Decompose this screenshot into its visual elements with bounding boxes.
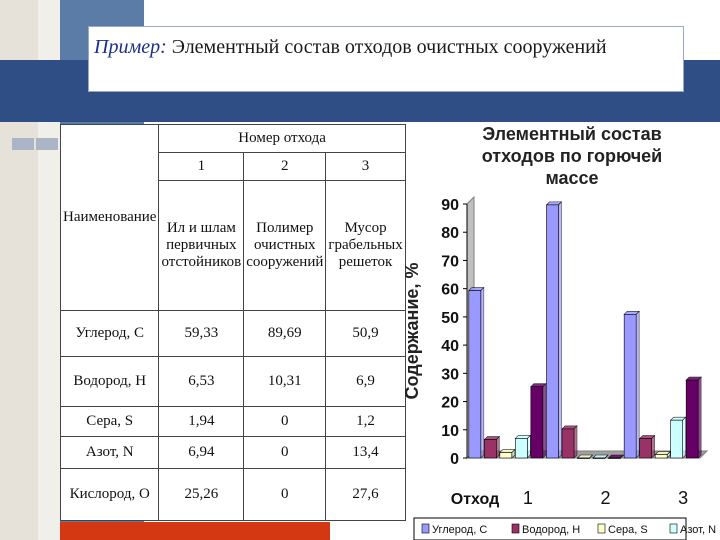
cell-nitrogen-3: 13,4 — [326, 437, 405, 469]
group-header-cell — [159, 125, 405, 153]
bar-side — [652, 436, 655, 458]
cell-sulfur-3: 1,2 — [326, 407, 405, 437]
chart-title-line: отходов по горючей — [481, 146, 663, 166]
bar-3-cat-1 — [500, 453, 512, 458]
cell-hydrogen-2: 10,31 — [244, 357, 326, 407]
y-tick-label: 30 — [441, 366, 459, 384]
bar-1-cat-3 — [624, 314, 636, 458]
y-tick-label: 80 — [441, 225, 459, 243]
bar-5-cat-2 — [609, 458, 621, 459]
legend-label: Водород, Н — [522, 524, 581, 536]
bar-side — [683, 417, 686, 458]
y-axis-label: Содержание, % — [402, 262, 422, 400]
slide-title — [94, 34, 674, 60]
bar-side — [527, 435, 530, 458]
row-label-nitrogen: Азот, N — [61, 437, 159, 469]
cell-oxygen-2: 0 — [244, 469, 326, 521]
row-label-carbon: Углерод, С — [61, 311, 159, 357]
bar-1-cat-2 — [547, 205, 559, 458]
cell-carbon-1: 59,33 — [159, 311, 244, 357]
x-tick-label: 2 — [600, 488, 611, 508]
bar-side — [543, 384, 546, 458]
x-tick-label: 1 — [522, 488, 533, 508]
y-tick-label: 40 — [441, 338, 459, 356]
legend-swatch — [422, 524, 429, 533]
row-header-text: Наименование — [63, 209, 157, 225]
title-label: Пример: — [94, 36, 167, 58]
decor-square — [12, 138, 34, 150]
chart-title-line: Элементный состав — [482, 124, 662, 144]
x-axis-label: Отход — [450, 491, 500, 508]
legend-label: Углерод, С — [432, 524, 488, 536]
bar-3-cat-3 — [655, 455, 667, 458]
row-header-cell — [61, 125, 159, 311]
legend-swatch — [670, 524, 677, 533]
decor-square — [36, 138, 58, 150]
bar-1-cat-1 — [469, 291, 481, 458]
cell-sulfur-2: 0 — [244, 407, 326, 437]
y-tick-label: 20 — [441, 394, 459, 412]
page-number: 26 — [640, 498, 654, 512]
cell-carbon-2: 89,69 — [244, 311, 326, 357]
y-tick-label: 60 — [441, 281, 459, 299]
legend-label: Сера, S — [608, 524, 648, 536]
bar-side — [559, 202, 562, 458]
waste-name-1: Ил и шлам первичных отстойников — [159, 181, 244, 311]
cell-nitrogen-2: 0 — [244, 437, 326, 469]
bar-3-cat-2 — [578, 458, 590, 459]
waste-number-2: 2 — [244, 153, 326, 181]
bar-4-cat-1 — [515, 438, 527, 458]
decor-bottom-bar — [60, 522, 330, 540]
composition-chart — [400, 116, 717, 540]
legend-swatch — [512, 524, 519, 533]
bar-5-cat-3 — [686, 380, 698, 458]
bar-2-cat-1 — [484, 440, 496, 458]
x-tick-label: 3 — [678, 488, 689, 508]
bar-side — [481, 288, 484, 458]
bar-side — [636, 311, 639, 458]
row-label-oxygen: Кислород, О — [61, 469, 159, 521]
y-tick-label: 70 — [441, 253, 459, 271]
row-label-hydrogen: Водород, Н — [61, 357, 159, 407]
bar-5-cat-1 — [531, 387, 543, 458]
y-tick-label: 90 — [441, 197, 459, 214]
waste-number-1: 1 — [159, 153, 244, 181]
legend-label: Азот, N — [680, 524, 717, 536]
y-tick-label: 10 — [441, 422, 459, 440]
cell-carbon-3: 50,9 — [326, 311, 405, 357]
cell-oxygen-1: 25,26 — [159, 469, 244, 521]
cell-sulfur-1: 1,94 — [159, 407, 244, 437]
bar-side — [698, 377, 701, 458]
cell-oxygen-3: 27,6 — [326, 469, 405, 521]
bar-2-cat-3 — [640, 439, 652, 458]
group-header-text: Номер отхода — [238, 130, 326, 146]
cell-hydrogen-1: 6,53 — [159, 357, 244, 407]
bar-4-cat-2 — [593, 458, 605, 459]
bar-2-cat-2 — [562, 429, 574, 458]
cell-hydrogen-3: 6,9 — [326, 357, 405, 407]
y-tick-label: 50 — [441, 309, 459, 327]
bar-4-cat-3 — [671, 420, 683, 458]
bar-side — [574, 426, 577, 458]
cell-nitrogen-1: 6,94 — [159, 437, 244, 469]
waste-name-3: Мусор грабельных решеток — [326, 181, 405, 311]
title-text: Элементный состав отходов очистных сооружений — [171, 36, 607, 58]
composition-table — [60, 124, 406, 521]
y-tick-label: 0 — [450, 451, 459, 468]
bar-side — [496, 437, 499, 458]
waste-number-3: 3 — [326, 153, 405, 181]
row-label-sulfur: Сера, S — [61, 407, 159, 437]
legend-swatch — [598, 524, 605, 533]
chart-title-line: массе — [545, 168, 599, 188]
waste-name-2: Полимер очистных сооружений — [244, 181, 326, 311]
